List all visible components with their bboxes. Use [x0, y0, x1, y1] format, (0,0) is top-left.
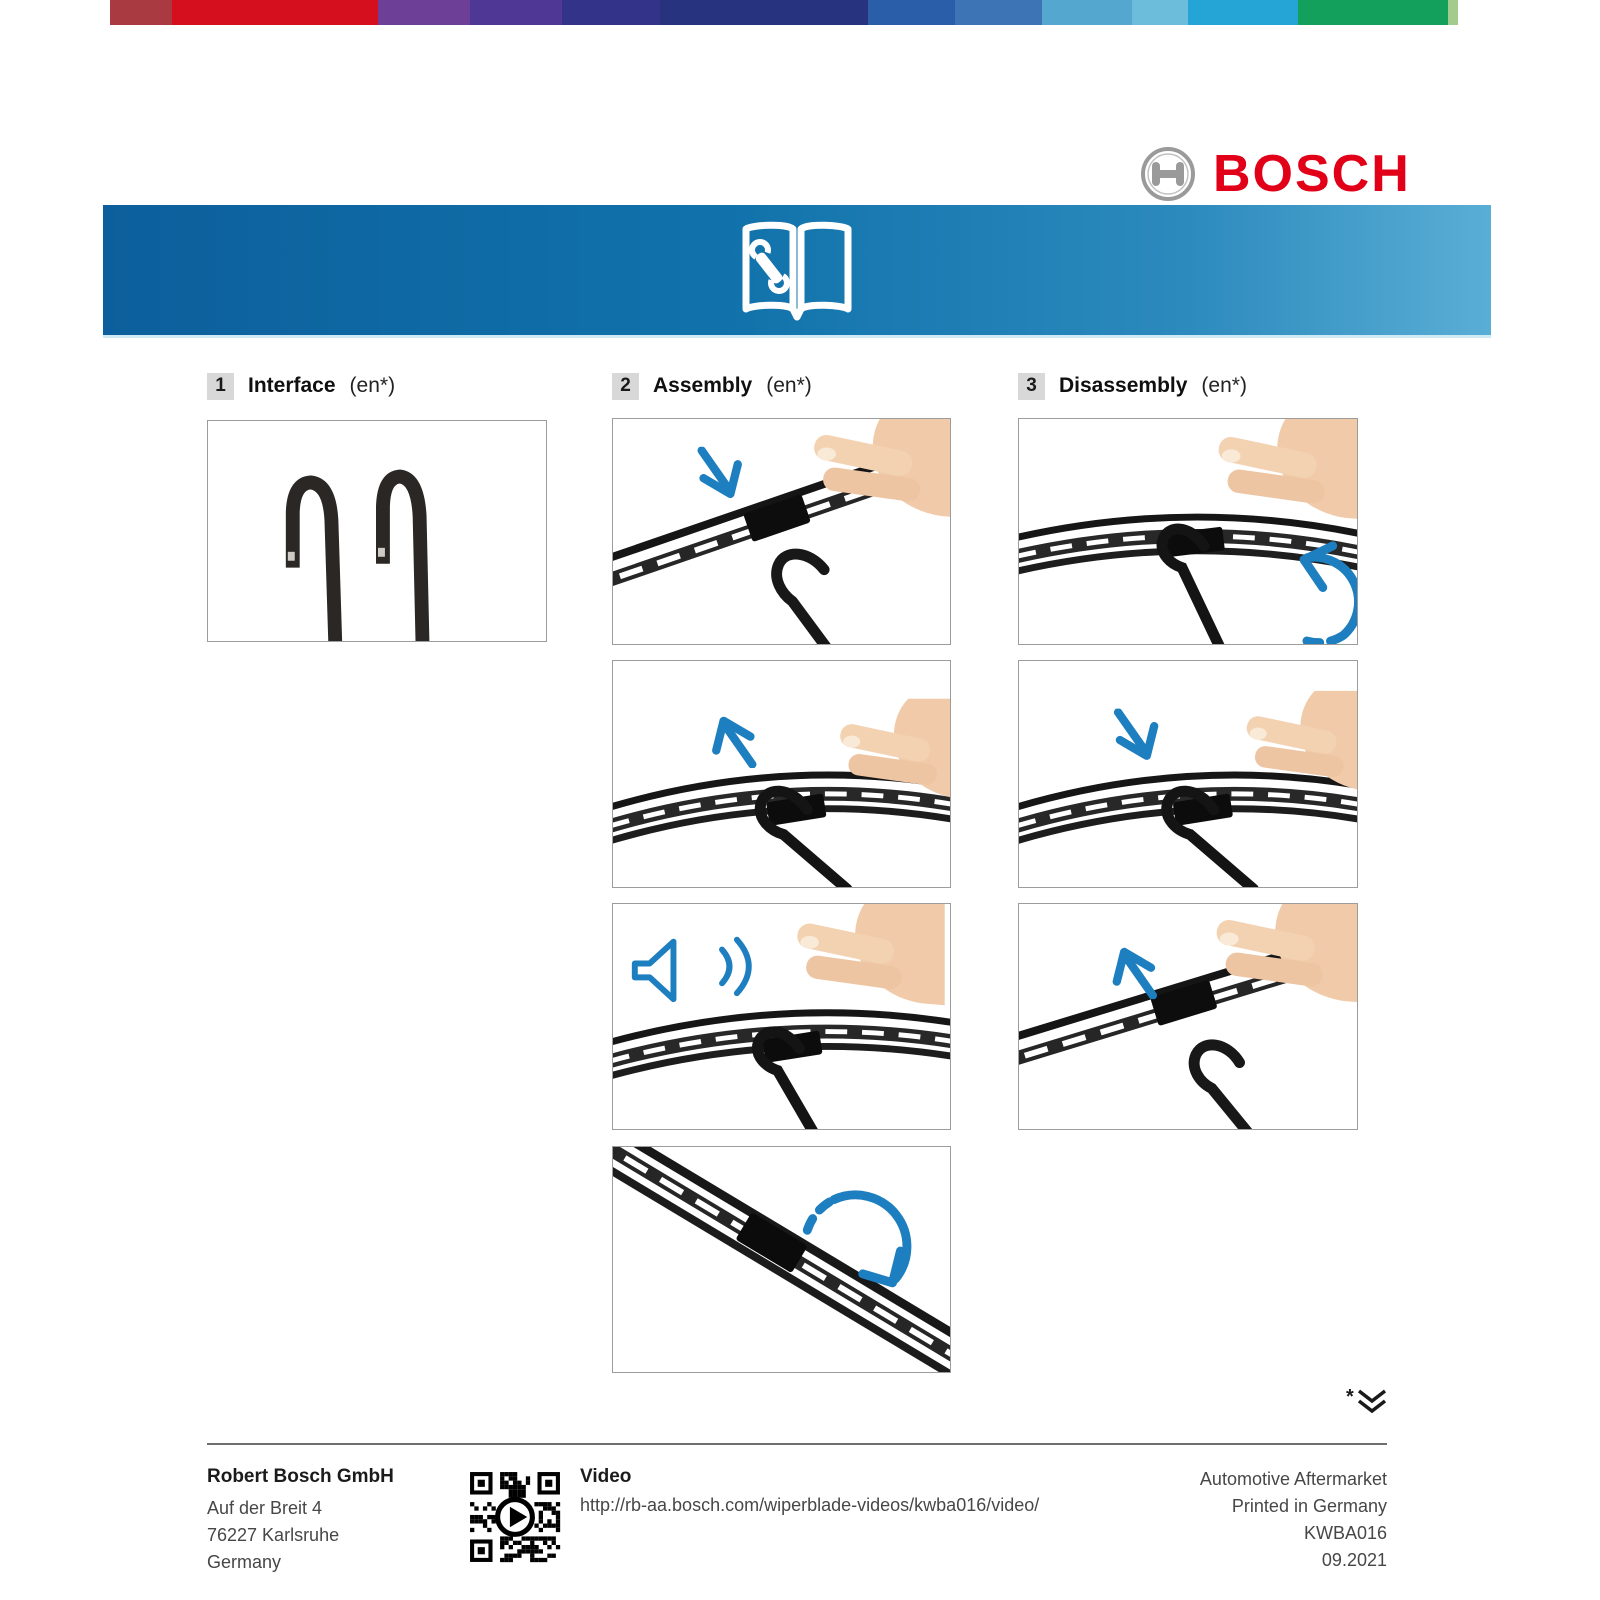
arrow-up-left-icon — [716, 721, 752, 764]
assembly-step-4-photo — [612, 1146, 951, 1373]
disassembly-step-1-photo — [1018, 418, 1358, 645]
arrow-up-left-icon — [1117, 952, 1153, 995]
hook-slot — [288, 552, 295, 561]
bosch-logo-text: BOSCH — [1213, 145, 1411, 203]
disassembly-step-2-photo — [1018, 660, 1358, 888]
detached-arm-hook — [1194, 1045, 1247, 1129]
section-header-interface — [207, 372, 395, 400]
section-header-assembly — [612, 372, 812, 400]
address-line: Germany — [207, 1552, 282, 1572]
meta-line: Automotive Aftermarket — [1199, 1469, 1387, 1489]
section-title: Disassembly — [1059, 374, 1188, 397]
hook-ends-illustration — [208, 421, 546, 641]
section-lang-note: (en*) — [1201, 374, 1247, 397]
double-chevron-down-icon — [1356, 1388, 1388, 1416]
company-name: Robert Bosch GmbH — [207, 1466, 394, 1487]
arrow-down-right-icon — [702, 450, 738, 493]
hand — [838, 699, 950, 800]
address-line: 76227 Karlsruhe — [207, 1525, 340, 1545]
footnote-marker — [1346, 1388, 1388, 1416]
section-title: Assembly — [653, 374, 753, 397]
section-lang-note: (en*) — [766, 374, 812, 397]
address-line: Auf der Breit 4 — [207, 1498, 323, 1518]
assembly-step-3-photo — [612, 903, 951, 1130]
hand — [1216, 419, 1357, 520]
wiper-arm-hook — [777, 554, 826, 644]
interface-photo — [207, 420, 547, 642]
meta-line: Printed in Germany — [1231, 1496, 1387, 1516]
assembly-step-2-photo — [612, 660, 951, 888]
hand — [795, 904, 945, 1005]
manual-book-wrench-icon — [736, 217, 858, 323]
print-meta — [1200, 1466, 1387, 1574]
section-lang-note: (en*) — [349, 374, 396, 397]
hook-slot — [378, 548, 385, 557]
section-title: Interface — [248, 374, 336, 397]
play-icon — [498, 1500, 533, 1535]
bosch-armature-icon — [1139, 145, 1197, 203]
video-qr-code — [468, 1470, 562, 1564]
manual-banner — [103, 205, 1491, 338]
video-url-link[interactable]: http://rb-aa.bosch.com/wiperblade-videos/kwba016/video/ — [580, 1495, 1040, 1515]
asterisk: * — [1346, 1386, 1354, 1408]
brand-color-strip — [110, 0, 1458, 25]
video-label: Video — [580, 1466, 632, 1487]
meta-line: 09.2021 — [1321, 1550, 1387, 1570]
masthead — [0, 60, 1600, 203]
meta-line: KWBA016 — [1303, 1523, 1387, 1543]
rotate-counterclockwise-icon — [1304, 546, 1357, 643]
click-sound-icon — [635, 940, 749, 999]
bosch-logo — [1139, 145, 1411, 203]
disassembly-step-3-photo — [1018, 903, 1358, 1130]
section-number-badge: 1 — [207, 373, 234, 400]
footer-divider — [207, 1443, 1387, 1445]
section-number-badge: 3 — [1018, 373, 1045, 400]
section-header-disassembly — [1018, 372, 1247, 400]
section-number-badge: 2 — [612, 373, 639, 400]
assembly-step-1-photo — [612, 418, 951, 645]
arrow-down-right-icon — [1118, 712, 1154, 755]
